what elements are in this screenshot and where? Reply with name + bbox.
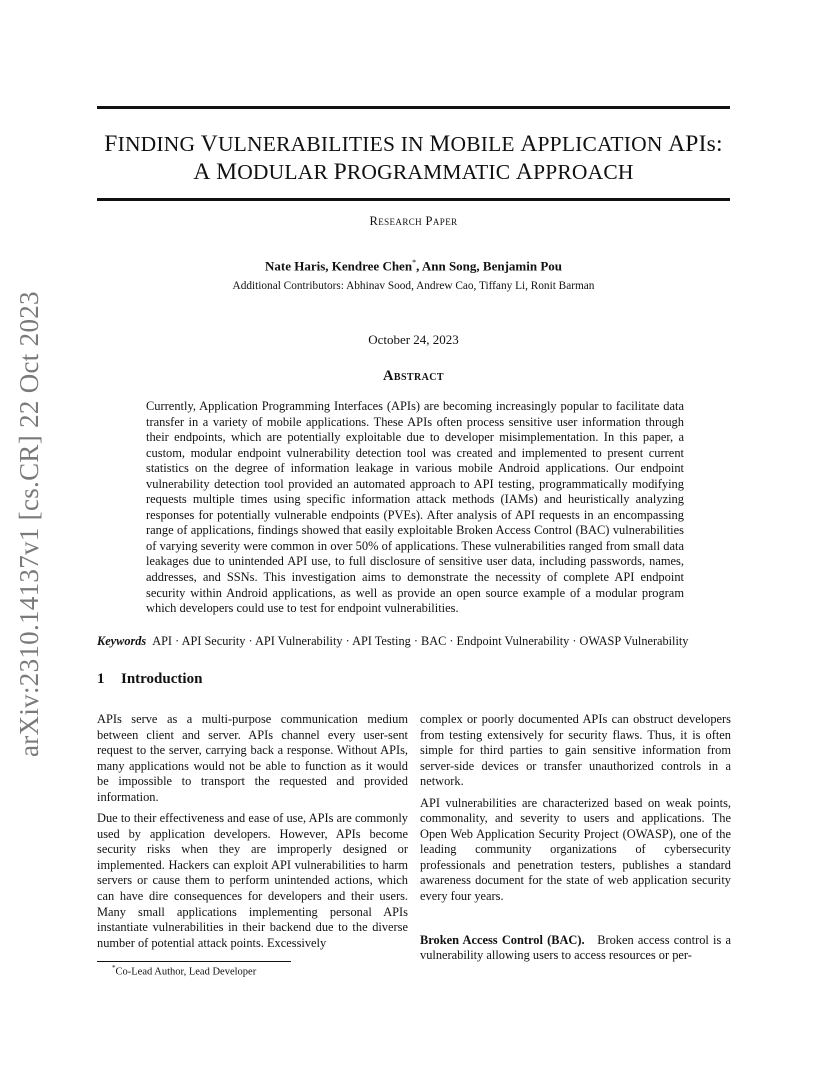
keywords-list: API · API Security · API Vulnerability · API Testing · BAC · Endpoint Vulnerability · OWASP Vulnerability [152,634,689,648]
right-column [420,712,731,970]
section-heading [97,671,202,688]
title-top-rule [97,106,730,109]
section-title: Introduction [121,671,203,687]
publication-date: October 24, 2023 [368,332,459,347]
paragraph: APIs serve as a multi-purpose communication medium between client and server. APIs channel every user-sent request to the server, carrying back a response. Without APIs, many applications would not be able to function as it would be impossible to transport the requested and provided information. [97,712,408,804]
paper-title [97,130,730,186]
title-bottom-rule [97,198,730,201]
paragraph: API vulnerabilities are characterized based on weak points, commonality, and severity to users and applications. The Open Web Application Security Project (OWASP), one of the leading community organizations of cybersecurity professionals and penetration testers, publishes a standard awareness document for the state of web application security every four years. [420,795,731,904]
footnote-mark: * [412,258,417,267]
contributors: Additional Contributors: Abhinav Sood, Andrew Cao, Tiffany Li, Ronit Barman [232,280,595,292]
keywords [97,634,737,649]
authors: Nate Haris, Kendree Chen*, Ann Song, Benjamin Pou [264,258,562,274]
paragraph: Due to their effectiveness and ease of use, APIs are commonly used by application developers. However, APIs become security risks when they are improperly designed or implemented. Hackers can exploit API vulnerabilities to harm servers or cause them to perform unintended actions, which can have dire consequences for developers and their users. Many small applications implementing personal APIs instantiate vulnerabilities in their backend due to the diverse number of potential attack points. Excessively [97,811,408,950]
abstract-heading: Abstract [383,368,444,384]
arxiv-side-stamp: arXiv:2310.14137v1 [cs.CR] 22 Oct 2023 [14,291,44,757]
section-number: 1 [97,671,105,687]
title-line-2: A MODULAR PROGRAMMATIC APPROACH [193,159,634,185]
left-column [97,712,408,957]
paragraph: Broken Access Control (BAC). Broken access control is a vulnerability allowing users to access resources or per- [420,932,731,963]
paragraph: complex or poorly documented APIs can obstruct developers from testing extensively for security flaws. Thus, it is often simple for third parties to gain sensitive information from server-side devices or transfer unauthorized controls in a network. [420,712,731,789]
abstract-body: Currently, Application Programming Interfaces (APIs) are becoming increasingly popular to facilitate data transfer in a variety of mobile applications. These APIs often process sensitive user information through their endpoints, which are potentially exploitable due to developer misimplementation. In this paper, a custom, modular endpoint vulnerability detection tool was created and implemented to present current statistics on the degree of information leakage in various mobile Android applications. Our endpoint vulnerability detection tool provided an automated approach to API testing, programmatically modifying requests multiple times using specific information attack methods (IAMs) and heuristically analyzing responses for potentially vulnerable endpoints (PVEs). After analysis of API requests in an encompassing range of applications, findings showed that easily exploitable Broken Access Control (BAC) vulnerabilities of varying severity were common in over 50% of applications. These vulnerabilities ranged from small data leakages due to unintended API use, to full disclosure of sensitive user data, including passwords, names, addresses, and SSNs. This investigation aims to demonstrate the necessity of complete API endpoint security within Android applications, as well as provide an open source example of a modular program which developers could use to test for endpoint vulnerabilities. [146,399,684,616]
runin-heading: Broken Access Control (BAC). [420,932,585,947]
footnote: *Co-Lead Author, Lead Developer [112,964,257,978]
paper-type: Research Paper [369,214,458,228]
footnote-rule [97,961,291,962]
title-line-1: FINDING VULNERABILITIES IN MOBILE APPLICATION APIs: [104,131,723,157]
keywords-label: Keywords [97,634,147,648]
